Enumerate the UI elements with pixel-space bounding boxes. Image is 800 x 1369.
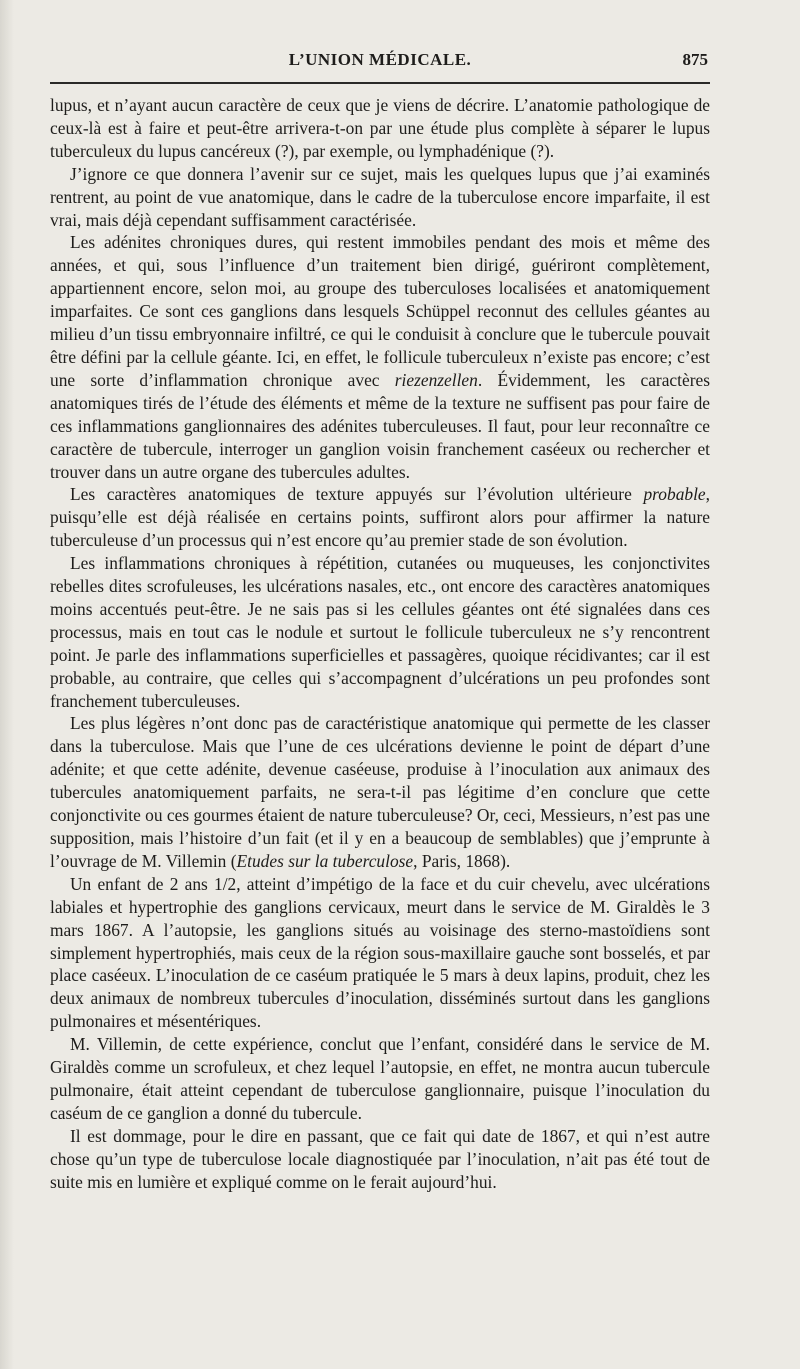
- header-rule: [50, 82, 710, 84]
- italic-citation: Etudes sur la tuberculose: [236, 850, 414, 871]
- italic-term: probable: [643, 484, 706, 505]
- paragraph-4: Les caractères anatomiques de texture appuyés sur l’évolution ultérieure probable, puisqu’elle est déjà réalisée en certains points, suffiront alors pour affirmer la nature tuberculeuse d’un processus qui n’est encore qu’au premier stade de son évolution.: [50, 484, 710, 551]
- paragraph-2: J’ignore ce que donnera l’avenir sur ce sujet, mais les quelques lupus que j’ai examinés rentrent, au point de vue anatomique, dans le cadre de la tuberculose encore imparfaite, il est vrai, mais déjà cependant suffisamment caractérisée.: [50, 163, 710, 230]
- running-head: [50, 46, 710, 76]
- italic-term: riezenzellen: [394, 369, 478, 390]
- paragraph-8: M. Villemin, de cette expérience, conclut que l’enfant, considéré dans le service de M. Giraldès comme un scrofuleux, et chez lequel l’autopsie, en effet, ne montra aucun tubercule pulmonaire, était atteint cependant de tuberculose ganglionnaire, puisque l’inoculation du caséum de ce ganglion a donné du tubercule.: [50, 1034, 710, 1123]
- paragraph-9: Il est dommage, pour le dire en passant, que ce fait qui date de 1867, et qui n’est autre chose qu’un type de tuberculose locale diagnostiquée par l’inoculation, n’ait pas été tout de suite mis en lumière et expliqué comme on le ferait aujourd’hui.: [50, 1125, 710, 1192]
- article-body: [50, 94, 710, 1194]
- journal-title: L’UNION MÉDICALE.: [288, 50, 472, 69]
- paragraph-1: lupus, et n’ayant aucun caractère de ceux que je viens de décrire. L’anatomie pathologique de ceux-là est à faire et peut-être arrivera-t-on par une étude plus complète à séparer le lupus tuberculeux du lupus cancéreux (?), par exemple, ou lymphadénique (?).: [50, 95, 710, 161]
- paragraph-7: Un enfant de 2 ans 1/2, atteint d’impétigo de la face et du cuir chevelu, avec ulcérations labiales et hypertrophie des ganglions cervicaux, meurt dans le service de M. Giraldès le 3 mars 1867. A l’autopsie, les ganglions situés au voisinage des sterno-mastoïdiens sont simplement hypertrophiés, mais ceux de la région sous-maxillaire gauche sont bosselés, et par place caséeux. L’inoculation de ce caséum pratiquée le 5 mars à deux lapins, produit, chez les deux animaux de nombreux tubercules d’inoculation, disséminés surtout dans les ganglions pulmonaires et mésentériques.: [50, 873, 710, 1032]
- paragraph-3: Les adénites chroniques dures, qui restent immobiles pendant des mois et même des années, et qui, sous l’influence d’un traitement bien dirigé, guériront complètement, appartiennent encore, selon moi, au groupe des tuberculoses localisées et anatomiquement imparfaites. Ce sont ces ganglions dans lesquels Schüppel reconnut des cellules géantes au milieu d’un tissu embryonnaire infiltré, ce qui le conduisit à conclure que le tubercule pouvait être défini par la cellule géante. Ici, en effet, le follicule tuberculeux n’existe pas encore; c’est une sorte d’inflammation chronique avec riezenzellen. Évidemment, les caractères anatomiques tirés de l’étude des éléments et même de la texture ne suffisent pas pour faire de ces inflammations ganglionnaires des adénites tuberculeuses. Il faut, pour leur reconnaître ce caractère de tubercule, interroger un ganglion voisin franchement caséeux ou rechercher et trouver dans un autre organe des tubercules adultes.: [50, 232, 710, 482]
- paragraph-5: Les inflammations chroniques à répétition, cutanées ou muqueuses, les conjonctivites rebelles dites scrofuleuses, les ulcérations nasales, etc., ont encore des caractères anatomiques moins accentués peut-être. Je ne sais pas si les cellules géantes ont été signalées dans ces processus, mais en tout cas le nodule et surtout le follicule tuberculeux ne s’y rencontrent point. Je parle des inflammations superficielles et passagères, quoique récidivantes; car il est probable, au contraire, que celles qui s’accompagnent d’ulcérations un peu profondes sont franchement tuberculeuses.: [50, 553, 710, 711]
- paragraph-6: Les plus légères n’ont donc pas de caractéristique anatomique qui permette de les classer dans la tuberculose. Mais que l’une de ces ulcérations devienne le point de départ d’une adénite; et que cette adénite, devenue caséeuse, produise à l’inoculation aux animaux des tubercules anatomiquement parfaits, ne sera-t-il pas légitime d’en conclure que cette conjonctivite ou ces gourmes étaient de nature tuberculeuse? Or, ceci, Messieurs, n’est pas une supposition, mais l’histoire d’un fait (et il y en a beaucoup de semblables) que j’emprunte à l’ouvrage de M. Villemin (Etudes sur la tuberculose, Paris, 1868).: [50, 713, 710, 871]
- page-number: 875: [682, 50, 708, 69]
